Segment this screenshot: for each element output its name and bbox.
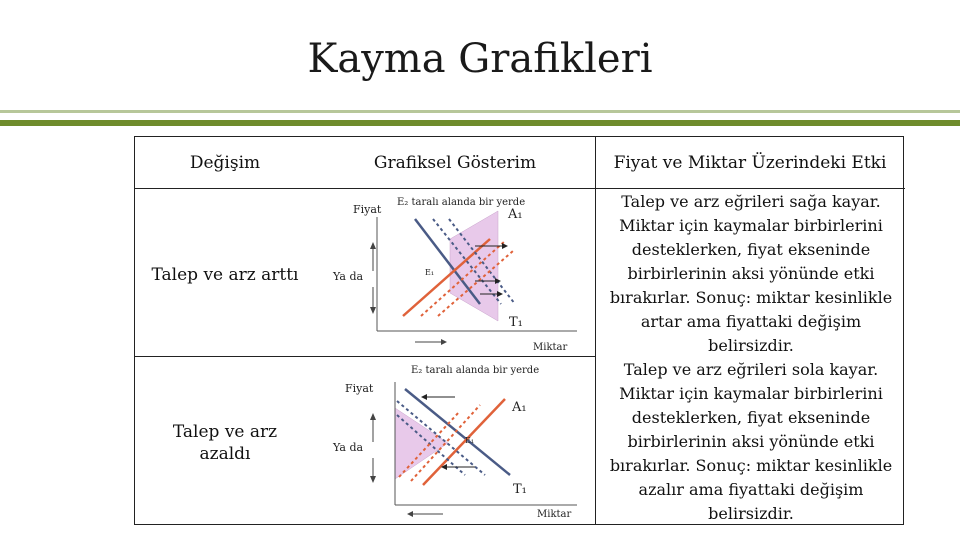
shift-arrow-demand-head xyxy=(421,394,427,400)
quantity-label: Miktar xyxy=(533,342,568,353)
title-rule-dark xyxy=(0,120,960,126)
page-title: Kayma Grafikleri xyxy=(307,36,653,82)
price-down-arrow-head xyxy=(370,476,376,483)
effect-decrease: Talep ve arz eğrileri sola kayar. Miktar için kaymalar birbirlerini desteklerken, fiyat ekseninde birbirlerinin aksi yönünde etki bırakırlar. Sonuç: miktar kesinlikle azalır ama fiyattaki değişim belirsizdir. xyxy=(609,360,893,523)
or-label: Ya da xyxy=(333,270,364,283)
header-effect: Fiyat ve Miktar Üzerindeki Etki xyxy=(613,153,887,173)
demand-label: A₁ xyxy=(512,400,527,415)
effect-increase: Talep ve arz eğrileri sağa kayar. Miktar için kaymalar birbirlerini desteklerken, fiyat ekseninde birbirlerinin aksi yönünde etki bırakırlar. Sonuç: miktar kesinlikle artar ama fiyattaki değişim belirsizdir. xyxy=(609,192,893,355)
quantity-arrow-head xyxy=(407,511,413,517)
equilibrium-label: E₁ xyxy=(465,436,475,445)
column-divider xyxy=(595,137,596,524)
quantity-arrow-head xyxy=(441,339,447,345)
price-down-arrow-head xyxy=(370,307,376,314)
shift-arrow-supply-2-head xyxy=(497,291,503,297)
shift-graph-decrease xyxy=(315,357,595,525)
shade-note: E₂ taralı alanda bir yerde xyxy=(397,197,526,208)
price-label: Fiyat xyxy=(345,382,374,395)
row-label-decrease: Talep ve arz azaldı xyxy=(172,422,278,464)
shade-note: E₂ taralı alanda bir yerde xyxy=(411,365,540,376)
header-graphic: Grafiksel Gösterim xyxy=(373,153,537,173)
demand-label: A₁ xyxy=(508,207,523,222)
header-change: Değişim xyxy=(189,153,261,173)
supply-label: T₁ xyxy=(513,482,527,497)
quantity-label: Miktar xyxy=(537,509,572,520)
price-up-arrow-head xyxy=(370,413,376,420)
effect-text xyxy=(600,190,902,526)
row-label-increase: Talep ve arz arttı xyxy=(151,265,299,285)
supply-label: T₁ xyxy=(509,315,523,330)
price-label: Fiyat xyxy=(353,203,382,216)
price-up-arrow-head xyxy=(370,242,376,249)
e2-shaded-region xyxy=(450,211,498,321)
shift-graph-increase xyxy=(315,189,595,355)
shift-table xyxy=(134,136,904,525)
shift-arrow-demand-head xyxy=(502,243,508,249)
equilibrium-label: E₁ xyxy=(425,268,435,277)
or-label: Ya da xyxy=(333,441,364,454)
title-rule-light xyxy=(0,110,960,113)
